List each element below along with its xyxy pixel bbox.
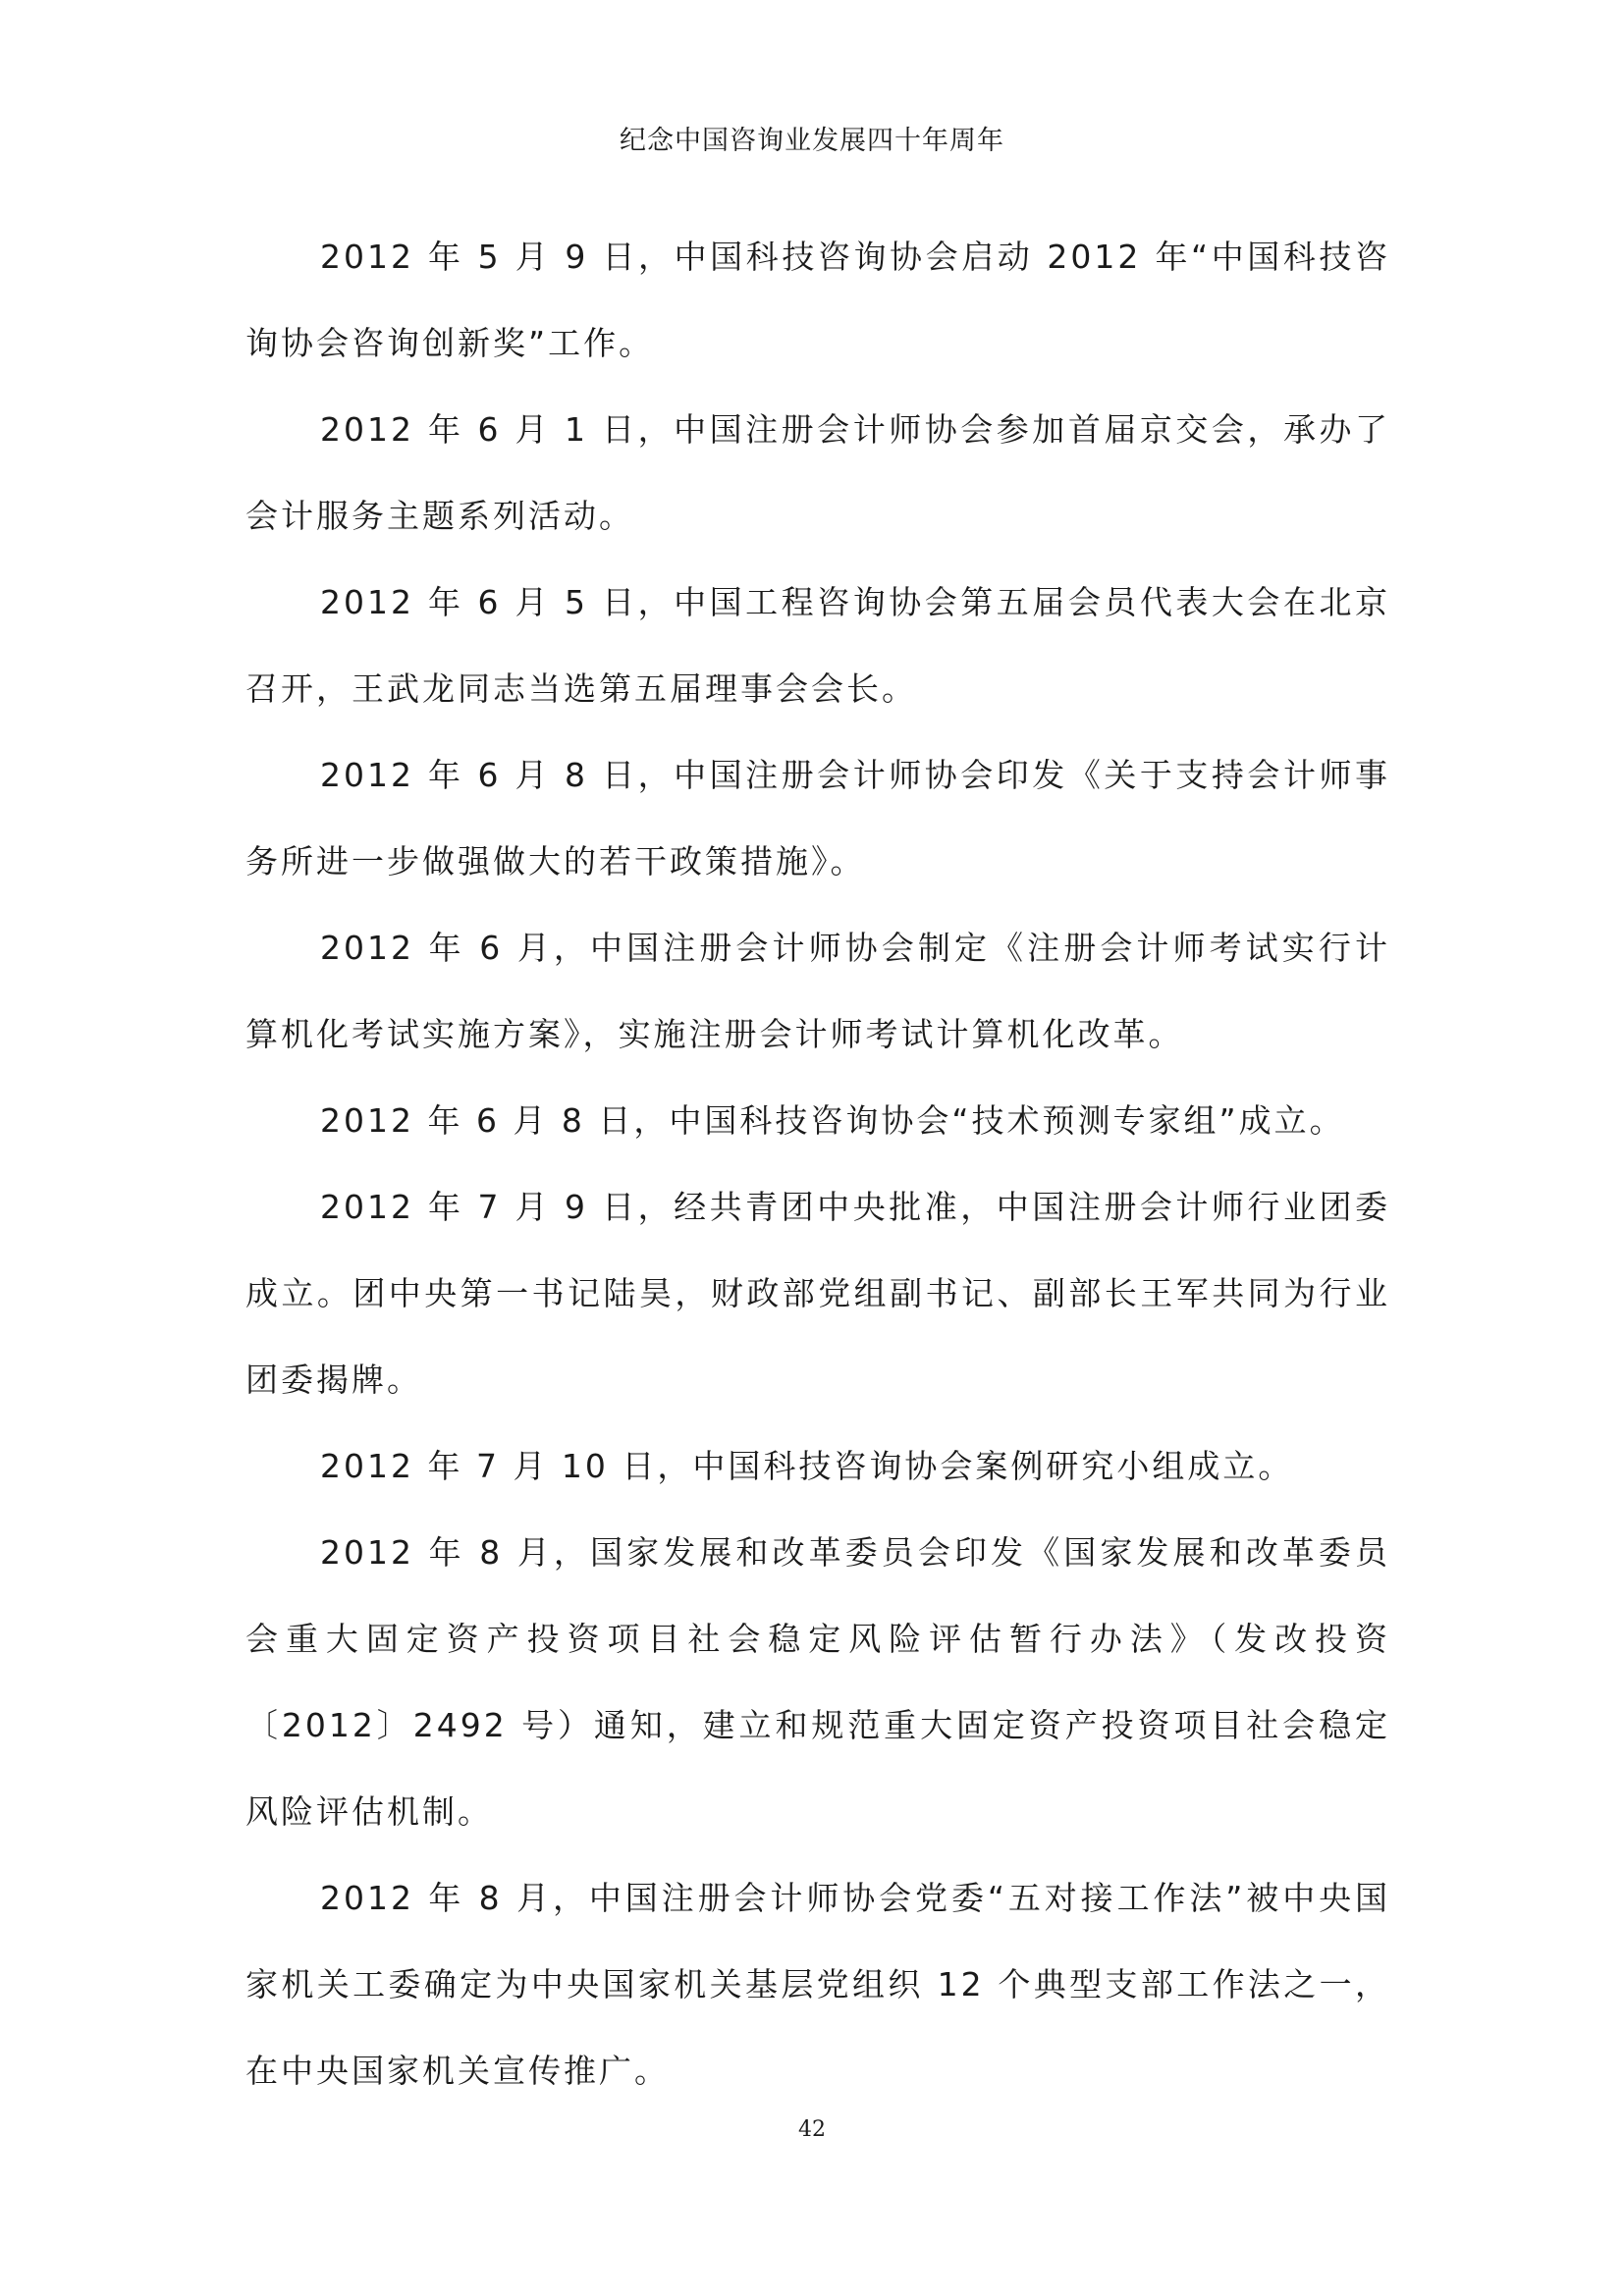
page-number: 42	[798, 2117, 826, 2142]
chronicle-entry: 2012 年 6 月 5 日，中国工程咨询协会第五届会员代表大会在北京召开，王武龙同志当选第五届理事会会长。	[245, 583, 1390, 708]
chronicle-entry: 2012 年 8 月，中国注册会计师协会党委“五对接工作法”被中央国家机关工委确定为中央国家机关基层党组织 12 个典型支部工作法之一，在中央国家机关宣传推广。	[245, 1879, 1390, 2090]
chronicle-entry: 2012 年 6 月 8 日，中国科技咨询协会“技术预测专家组”成立。	[320, 1101, 1345, 1140]
chronicle-entry: 2012 年 7 月 9 日，经共青团中央批准，中国注册会计师行业团委成立。团中央第一书记陆昊，财政部党组副书记、副部长王军共同为行业团委揭牌。	[245, 1188, 1390, 1399]
chronicle-entry: 2012 年 8 月，国家发展和改革委员会印发《国家发展和改革委员会重大固定资产投资项目社会稳定风险评估暂行办法》（发改投资〔2012〕2492 号）通知，建立和规范重大固定资产投资项目社会稳定风险评估机制。	[245, 1533, 1390, 1831]
chronicle-entry: 2012 年 7 月 10 日，中国科技咨询协会案例研究小组成立。	[320, 1447, 1294, 1485]
chronicle-entry: 2012 年 6 月 8 日，中国注册会计师协会印发《关于支持会计师事务所进一步做强做大的若干政策措施》。	[245, 756, 1390, 881]
page-header-title: 纪念中国咨询业发展四十年周年	[620, 126, 1004, 156]
chronicle-entry: 2012 年 6 月 1 日，中国注册会计师协会参加首届京交会，承办了会计服务主题系列活动。	[245, 410, 1390, 535]
document-body	[245, 214, 1390, 2114]
chronicle-entry: 2012 年 5 月 9 日，中国科技咨询协会启动 2012 年“中国科技咨询协会咨询创新奖”工作。	[245, 238, 1390, 362]
chronicle-entry: 2012 年 6 月，中国注册会计师协会制定《注册会计师考试实行计算机化考试实施方案》，实施注册会计师考试计算机化改革。	[245, 929, 1390, 1053]
